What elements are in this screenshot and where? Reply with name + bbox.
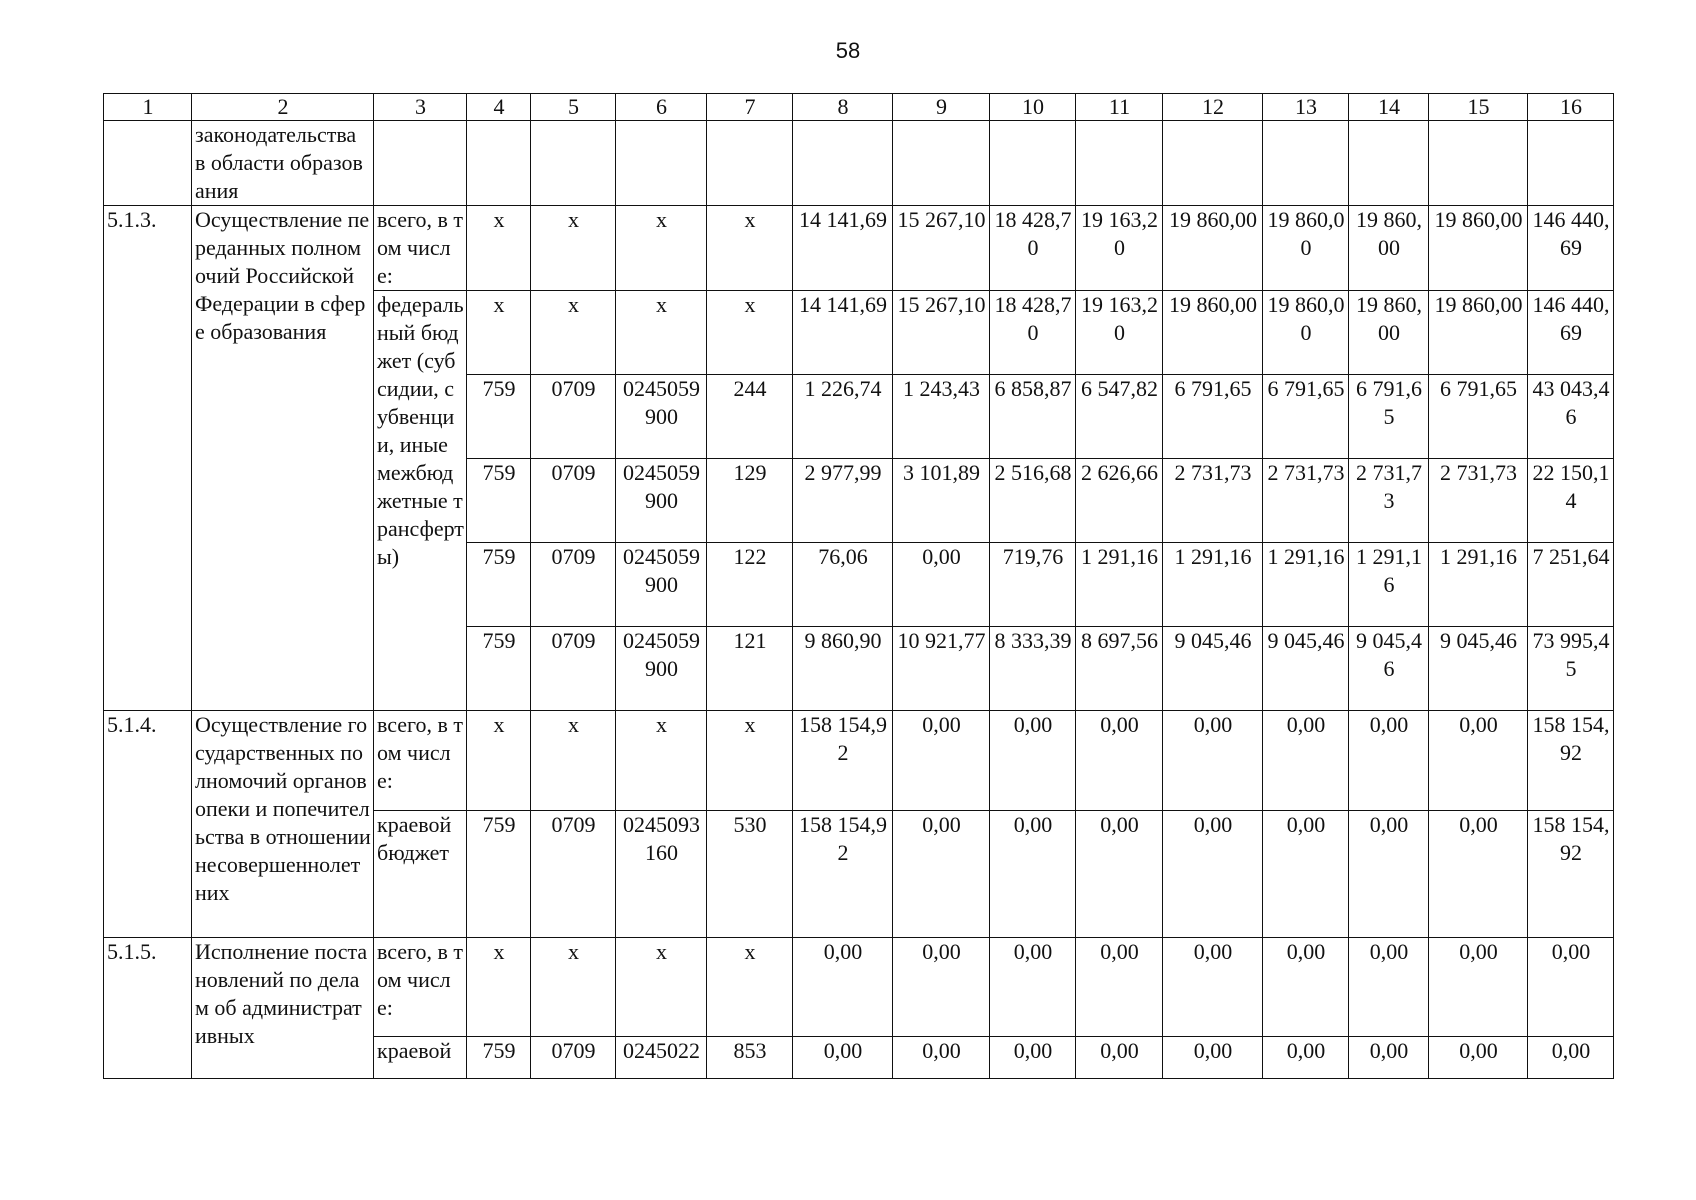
cell: х [707,938,793,1037]
value-cell: 0,00 [1349,711,1429,811]
source-cell: федеральный бюджет (субсидии, субвенции, иные межбюджетные трансферты) [374,291,467,711]
value-cell: 0,00 [1349,1037,1429,1079]
value-cell: 9 860,90 [793,627,893,711]
header-cell: 8 [793,94,893,121]
header-cell: 16 [1528,94,1614,121]
value-cell: 9 045,46 [1429,627,1528,711]
value-cell: 1 291,16 [1163,543,1263,627]
cell: 122 [707,543,793,627]
cell: х [467,711,531,811]
cell: х [531,711,616,811]
header-cell: 2 [192,94,374,121]
value-cell: 719,76 [990,543,1076,627]
header-cell: 7 [707,94,793,121]
value-cell: 0,00 [1429,811,1528,938]
value-cell: 0,00 [1429,1037,1528,1079]
header-cell: 9 [893,94,990,121]
value-cell: 18 428,70 [990,291,1076,375]
cell: 759 [467,459,531,543]
table-row-continuation [104,121,1614,206]
value-cell: 1 291,16 [1263,543,1349,627]
header-cell: 1 [104,94,192,121]
value-cell: 19 860,00 [1349,206,1429,291]
header-cell: 14 [1349,94,1429,121]
value-cell: 0,00 [990,811,1076,938]
item-number-cell: 5.1.3. [104,206,192,711]
cell [893,121,990,206]
value-cell: 22 150,14 [1528,459,1614,543]
value-cell: 0,00 [893,811,990,938]
cell [616,121,707,206]
value-cell: 0,00 [1349,938,1429,1037]
cell: х [531,938,616,1037]
value-cell: 7 251,64 [1528,543,1614,627]
value-cell: 0,00 [1429,711,1528,811]
measure-name-cell: законодательства в области образования [192,121,374,206]
cell: 0245059900 [616,543,707,627]
cell: 0709 [531,627,616,711]
value-cell: 0,00 [1076,938,1163,1037]
cell: 0709 [531,459,616,543]
cell: 121 [707,627,793,711]
value-cell: 0,00 [1076,711,1163,811]
budget-table [103,93,1614,1079]
cell: 759 [467,375,531,459]
table-row [104,206,1614,291]
cell [1349,121,1429,206]
header-cell: 11 [1076,94,1163,121]
cell: 759 [467,811,531,938]
value-cell: 19 860,00 [1163,206,1263,291]
value-cell: 0,00 [1163,1037,1263,1079]
value-cell: 0,00 [1076,811,1163,938]
value-cell: 2 731,73 [1163,459,1263,543]
cell [1263,121,1349,206]
cell: х [616,206,707,291]
cell: х [616,711,707,811]
value-cell: 1 226,74 [793,375,893,459]
value-cell: 14 141,69 [793,206,893,291]
value-cell: 19 163,20 [1076,291,1163,375]
cell: 0245059900 [616,375,707,459]
value-cell: 3 101,89 [893,459,990,543]
header-cell: 13 [1263,94,1349,121]
header-cell: 15 [1429,94,1528,121]
value-cell: 15 267,10 [893,291,990,375]
cell: 759 [467,543,531,627]
header-row [104,94,1614,121]
value-cell: 158 154,92 [793,811,893,938]
value-cell: 1 291,16 [1349,543,1429,627]
value-cell: 146 440,69 [1528,206,1614,291]
measure-name-cell: Осуществление переданных полномочий Российской Федерации в сфере образования [192,206,374,711]
value-cell: 1 291,16 [1429,543,1528,627]
value-cell: 19 860,00 [1429,206,1528,291]
value-cell: 6 547,82 [1076,375,1163,459]
value-cell: 0,00 [1163,938,1263,1037]
value-cell: 0,00 [893,1037,990,1079]
cell: х [531,206,616,291]
value-cell: 8 697,56 [1076,627,1163,711]
cell: х [531,291,616,375]
value-cell: 0,00 [893,938,990,1037]
value-cell: 9 045,46 [1349,627,1429,711]
cell: х [707,206,793,291]
cell [374,121,467,206]
cell: 0245093160 [616,811,707,938]
value-cell: 2 516,68 [990,459,1076,543]
cell [467,121,531,206]
cell [990,121,1076,206]
value-cell: 19 860,00 [1263,206,1349,291]
value-cell: 73 995,45 [1528,627,1614,711]
cell: 244 [707,375,793,459]
value-cell: 0,00 [893,711,990,811]
value-cell: 2 731,73 [1429,459,1528,543]
cell: 0709 [531,811,616,938]
value-cell: 0,00 [793,1037,893,1079]
cell: 0245059900 [616,459,707,543]
cell: 530 [707,811,793,938]
cell: 759 [467,627,531,711]
cell: х [467,291,531,375]
header-cell: 4 [467,94,531,121]
value-cell: 2 731,73 [1263,459,1349,543]
value-cell: 1 243,43 [893,375,990,459]
page-number: 58 [835,38,861,63]
cell [1528,121,1614,206]
cell [531,121,616,206]
cell: х [707,711,793,811]
value-cell: 19 163,20 [1076,206,1163,291]
value-cell: 43 043,46 [1528,375,1614,459]
cell: 0709 [531,1037,616,1079]
cell: х [616,938,707,1037]
cell [1163,121,1263,206]
value-cell: 9 045,46 [1263,627,1349,711]
value-cell: 0,00 [1163,811,1263,938]
value-cell: 158 154,92 [793,711,893,811]
source-cell: краевой бюджет [374,811,467,938]
cell: 0245059900 [616,627,707,711]
source-cell: всего, в том числе: [374,711,467,811]
value-cell: 2 626,66 [1076,459,1163,543]
item-number-cell: 5.1.5. [104,938,192,1079]
cell: 129 [707,459,793,543]
value-cell: 9 045,46 [1163,627,1263,711]
value-cell: 0,00 [990,938,1076,1037]
cell: х [616,291,707,375]
value-cell: 0,00 [990,1037,1076,1079]
cell: х [467,206,531,291]
table-row [104,938,1614,1037]
value-cell: 0,00 [1349,811,1429,938]
cell: 0709 [531,543,616,627]
value-cell: 2 977,99 [793,459,893,543]
value-cell: 6 858,87 [990,375,1076,459]
value-cell: 146 440,69 [1528,291,1614,375]
source-cell: краевой [374,1037,467,1079]
cell: х [467,938,531,1037]
value-cell: 6 791,65 [1263,375,1349,459]
value-cell: 158 154,92 [1528,711,1614,811]
value-cell: 0,00 [1528,1037,1614,1079]
value-cell: 0,00 [1076,1037,1163,1079]
value-cell: 1 291,16 [1076,543,1163,627]
header-cell: 12 [1163,94,1263,121]
value-cell: 6 791,65 [1163,375,1263,459]
value-cell: 19 860,00 [1429,291,1528,375]
item-number-cell: 5.1.4. [104,711,192,938]
value-cell: 14 141,69 [793,291,893,375]
value-cell: 19 860,00 [1263,291,1349,375]
header-cell: 5 [531,94,616,121]
value-cell: 10 921,77 [893,627,990,711]
value-cell: 8 333,39 [990,627,1076,711]
value-cell: 19 860,00 [1163,291,1263,375]
cell: 853 [707,1037,793,1079]
header-cell: 3 [374,94,467,121]
header-cell: 6 [616,94,707,121]
value-cell: 0,00 [990,711,1076,811]
value-cell: 0,00 [1263,811,1349,938]
value-cell: 6 791,65 [1349,375,1429,459]
value-cell: 0,00 [1429,938,1528,1037]
value-cell: 0,00 [1263,1037,1349,1079]
measure-name-cell: Осуществление государственных полномочий органов опеки и попечительства в отношении несовершеннолетних [192,711,374,938]
cell [707,121,793,206]
cell [1076,121,1163,206]
source-cell: всего, в том числе: [374,938,467,1037]
value-cell: 158 154,92 [1528,811,1614,938]
cell: 759 [467,1037,531,1079]
value-cell: 15 267,10 [893,206,990,291]
value-cell: 6 791,65 [1429,375,1528,459]
value-cell: 76,06 [793,543,893,627]
value-cell: 0,00 [893,543,990,627]
table-row [104,711,1614,811]
header-cell: 10 [990,94,1076,121]
cell: х [707,291,793,375]
cell [104,121,192,206]
measure-name-cell: Исполнение постановлений по делам об административных [192,938,374,1079]
cell: 0709 [531,375,616,459]
value-cell: 0,00 [793,938,893,1037]
value-cell: 0,00 [1263,938,1349,1037]
value-cell: 0,00 [1263,711,1349,811]
cell: 0245022 [616,1037,707,1079]
value-cell: 19 860,00 [1349,291,1429,375]
value-cell: 0,00 [1528,938,1614,1037]
cell [1429,121,1528,206]
value-cell: 18 428,70 [990,206,1076,291]
cell [793,121,893,206]
value-cell: 2 731,73 [1349,459,1429,543]
source-cell: всего, в том числе: [374,206,467,291]
value-cell: 0,00 [1163,711,1263,811]
